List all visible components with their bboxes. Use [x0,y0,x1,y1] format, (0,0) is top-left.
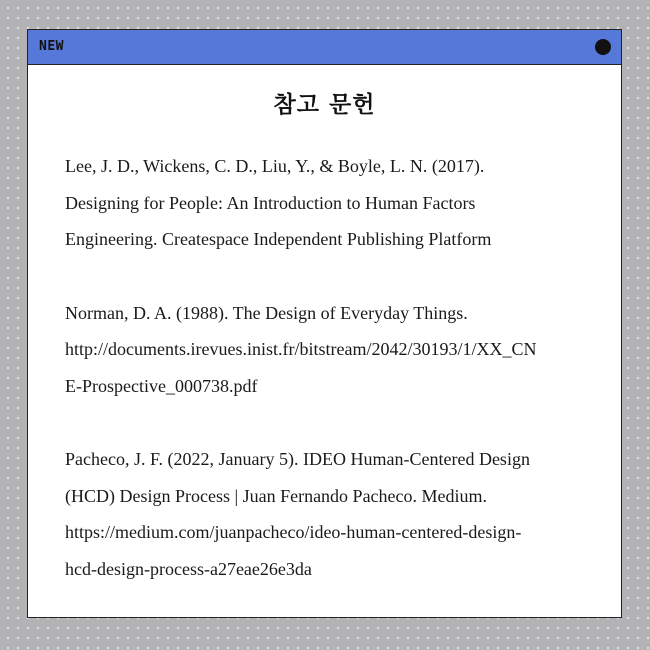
new-badge: NEW [39,39,64,54]
reference-item [65,148,589,258]
reference-item [65,441,589,587]
reference-link: http://documents.irevues.inist.fr/bitstream/2042/30193/1/XX_CN [65,339,537,359]
reference-line: Pacheco, J. F. (2022, January 5). IDEO Human-Centered Design [65,449,530,469]
reference-list [65,148,589,624]
window-dot-icon [595,39,611,55]
reference-item [65,295,589,405]
reference-line: (HCD) Design Process | Juan Fernando Pacheco. Medium. [65,485,488,506]
reference-line: Norman, D. A. (1988). The Design of Everyday Things. [65,302,468,323]
reference-line: Designing for People: An Introduction to Human Factors [65,192,476,213]
reference-link: hcd-design-process-a27eae26e3da [65,558,312,579]
title-bar [28,30,621,65]
reference-link: E-Prospective_000738.pdf [65,375,258,396]
reference-card [27,29,622,618]
page-title: 참고 문헌 [273,92,376,118]
reference-link: https://medium.com/juanpacheco/ideo-human-centered-design- [65,522,522,542]
reference-line: Lee, J. D., Wickens, C. D., Liu, Y., & Boyle, L. N. (2017). [65,156,485,176]
reference-line: Engineering. Createspace Independent Publishing Platform [65,229,492,249]
